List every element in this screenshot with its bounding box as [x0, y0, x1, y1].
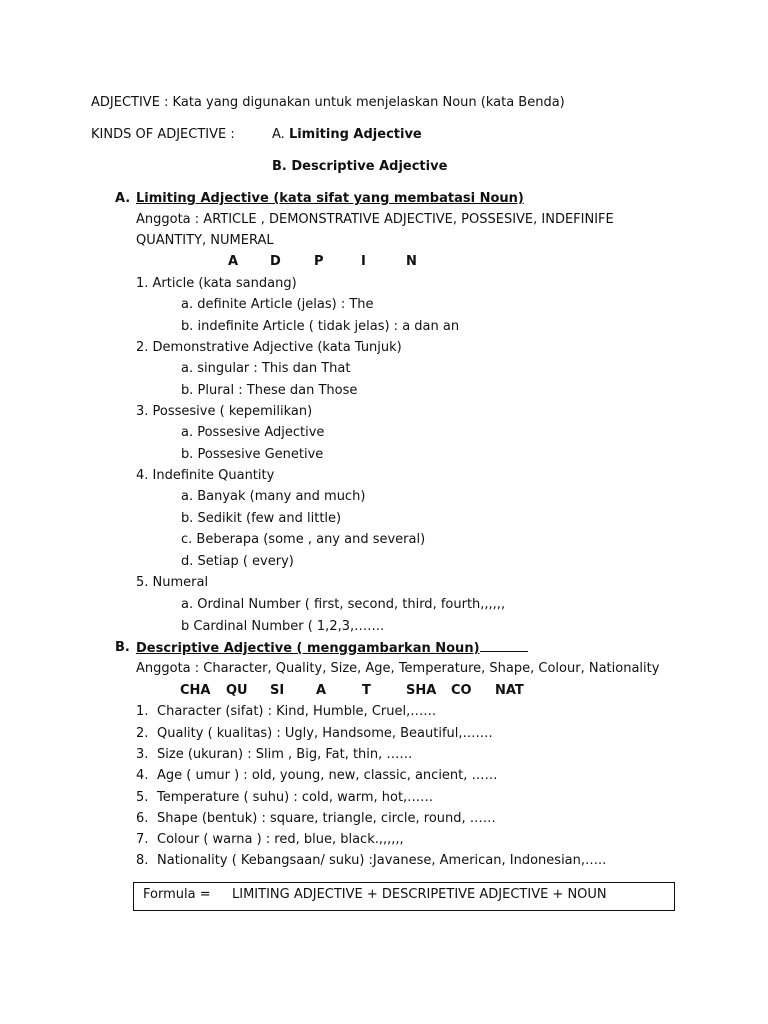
- acronym-letter: A: [228, 254, 239, 269]
- list-item-title: 1. Article (kata sandang): [136, 276, 297, 291]
- underline-tail: [480, 639, 528, 652]
- section-a-marker: A.: [115, 191, 131, 206]
- acronym-letter: D: [270, 254, 281, 269]
- acronym-word: NAT: [495, 683, 524, 698]
- section-a-anggota-line2: QUANTITY, NUMERAL: [136, 233, 274, 248]
- kinds-item-a-label: Limiting Adjective: [288, 127, 422, 142]
- list-subitem: b Cardinal Number ( 1,2,3,…….: [181, 619, 385, 634]
- list-item: [136, 852, 606, 870]
- kinds-item-a: [272, 126, 422, 144]
- list-item: [136, 810, 496, 828]
- list-subitem: a. Ordinal Number ( first, second, third, fourth,,,,,,: [181, 597, 506, 612]
- formula-text: LIMITING ADJECTIVE + DESCRIPETIVE ADJECTIVE + NOUN: [232, 887, 607, 902]
- list-subitem: c. Beberapa (some , any and several): [181, 532, 426, 547]
- list-item-text: Size (ukuran) : Slim , Big, Fat, thin, ……: [157, 747, 413, 762]
- list-item-text: Age ( umur ) : old, young, new, classic, ancient, ……: [157, 768, 498, 783]
- section-b-heading: [136, 639, 528, 658]
- list-item-number: 5.: [136, 790, 149, 805]
- adjective-definition: ADJECTIVE : Kata yang digunakan untuk menjelaskan Noun (kata Benda): [91, 95, 565, 110]
- list-item-number: 3.: [136, 747, 149, 762]
- list-subitem: b. Plural : These dan Those: [181, 383, 358, 398]
- acronym-letter: P: [314, 254, 324, 269]
- list-item-title: 2. Demonstrative Adjective (kata Tunjuk): [136, 340, 402, 355]
- section-a-title: Limiting Adjective (kata sifat yang membatasi Noun): [136, 191, 524, 206]
- section-b-title: Descriptive Adjective ( menggambarkan Noun): [136, 641, 480, 656]
- list-item-text: Shape (bentuk) : square, triangle, circle, round, ……: [157, 811, 496, 826]
- acronym-word: SHA: [406, 683, 437, 698]
- kinds-label: KINDS OF ADJECTIVE :: [91, 127, 235, 142]
- list-item-title: 4. Indefinite Quantity: [136, 468, 275, 483]
- list-item-number: 6.: [136, 811, 149, 826]
- list-subitem: a. definite Article (jelas) : The: [181, 297, 374, 312]
- list-subitem: a. singular : This dan That: [181, 361, 351, 376]
- list-item-number: 8.: [136, 853, 149, 868]
- list-subitem: b. Sedikit (few and little): [181, 511, 342, 526]
- acronym-word: T: [362, 683, 371, 698]
- section-a-anggota-line1: Anggota : ARTICLE , DEMONSTRATIVE ADJECTIVE, POSSESIVE, INDEFINIFE: [136, 212, 614, 227]
- list-item-number: 7.: [136, 832, 149, 847]
- list-subitem: a. Possesive Adjective: [181, 425, 325, 440]
- acronym-word: CO: [451, 683, 472, 698]
- list-subitem: b. Possesive Genetive: [181, 447, 324, 462]
- list-item-text: Temperature ( suhu) : cold, warm, hot,……: [157, 790, 434, 805]
- list-item-text: Character (sifat) : Kind, Humble, Cruel,……: [157, 704, 437, 719]
- list-item: [136, 789, 433, 807]
- formula-box: [133, 882, 675, 911]
- list-item-text: Nationality ( Kebangsaan/ suku) :Javanese, American, Indonesian,…..: [157, 853, 607, 868]
- list-subitem: b. indefinite Article ( tidak jelas) : a dan an: [181, 319, 460, 334]
- list-item: [136, 767, 498, 785]
- list-item: [136, 703, 436, 721]
- kinds-item-b: B. Descriptive Adjective: [272, 159, 448, 174]
- section-b-anggota: Anggota : Character, Quality, Size, Age, Temperature, Shape, Colour, Nationality: [136, 661, 660, 676]
- kinds-item-a-prefix: A.: [272, 127, 285, 142]
- formula-label: Formula =: [143, 887, 211, 902]
- list-item-text: Colour ( warna ) : red, blue, black.,,,,,,: [157, 832, 404, 847]
- list-item-title: 3. Possesive ( kepemilikan): [136, 404, 313, 419]
- acronym-word: QU: [226, 683, 248, 698]
- list-item: [136, 725, 493, 743]
- acronym-word: CHA: [180, 683, 211, 698]
- list-item-number: 1.: [136, 704, 149, 719]
- list-subitem: d. Setiap ( every): [181, 554, 294, 569]
- section-b-marker: B.: [115, 640, 130, 655]
- acronym-letter: N: [406, 254, 417, 269]
- acronym-word: SI: [270, 683, 285, 698]
- list-subitem: a. Banyak (many and much): [181, 489, 366, 504]
- list-item: [136, 831, 404, 849]
- list-item-title: 5. Numeral: [136, 575, 209, 590]
- list-item-number: 4.: [136, 768, 149, 783]
- list-item-text: Quality ( kualitas) : Ugly, Handsome, Beautiful,…….: [157, 726, 493, 741]
- list-item: [136, 746, 412, 764]
- list-item-number: 2.: [136, 726, 149, 741]
- acronym-letter: I: [361, 254, 366, 269]
- acronym-word: A: [316, 683, 327, 698]
